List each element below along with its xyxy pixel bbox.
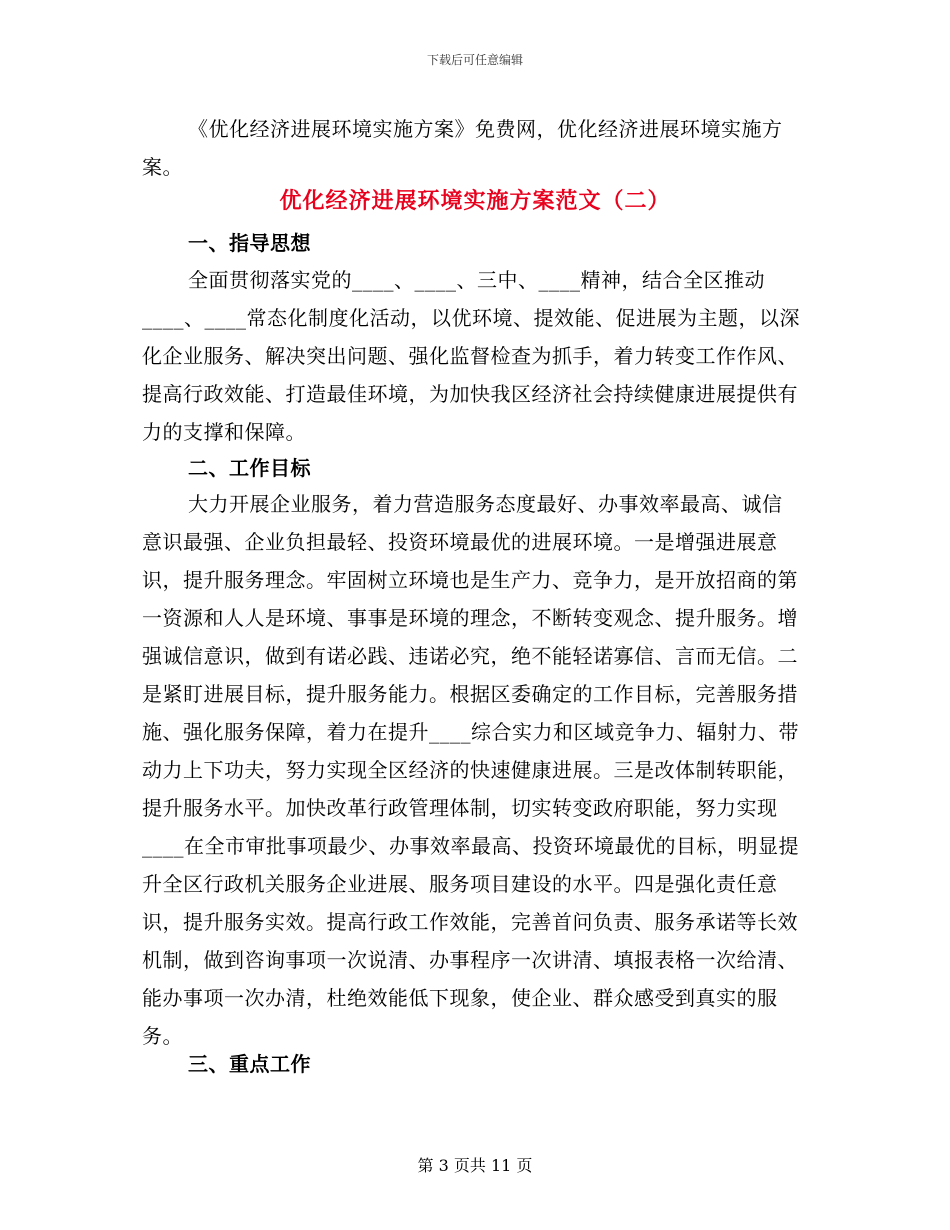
section-heading-work-goals: 二、工作目标 — [188, 456, 311, 480]
header-note: 下载后可任意编辑 — [426, 53, 523, 67]
intro-paragraph: 《优化经济进展环境实施方案》免费网，优化经济进展环境实施方案。 — [142, 117, 783, 179]
section-heading-guiding-ideology: 一、指导思想 — [188, 231, 311, 255]
section-heading-key-work: 三、重点工作 — [188, 1052, 311, 1076]
page-number: 第 3 页共 11 页 — [417, 1156, 533, 1175]
document-title: 优化经济进展环境实施方案范文（二） — [279, 188, 671, 214]
section-paragraph-work-goals: 大力开展企业服务，着力营造服务态度最好、办事效率最高、诚信意识最强、企业负担最轻、投资环境最优的进展环境。一是增强进展意识，提升服务理念。牢固树立环境也是生产力、竞争力，是开放招商的第一资源和人人是环境、事事是环境的理念，不断转变观念、提升服务。增强诚信意识，做到有诺必践、违诺必究，绝不能轻诺寡信、言而无信。二是紧盯进展目标，提升服务能力。根据区委确定的工作目标，完善服务措施、强化服务保障，着力在提升____综合实力和区域竞争力、辐射力、带动力上下功夫，努力实现全区经济的快速健康进展。三是改体制转职能，提升服务水平。加快改革行政管理体制，切实转变政府职能，努力实现____在全市审批事项最少、办事效率最高、投资环境最优的目标，明显提升全区行政机关服务企业进展、服务项目建设的水平。四是强化责任意识，提升服务实效。提高行政工作效能，完善首问负责、服务承诺等长效机制，做到咨询事项一次说清、办事程序一次讲清、填报表格一次给清、能办事项一次办清，杜绝效能低下现象，使企业、群众感受到真实的服务。 — [142, 492, 799, 1048]
section-paragraph-guiding-ideology: 全面贯彻落实党的____、____、三中、____精神，结合全区推动____、____常态化制度化活动，以优环境、提效能、促进展为主题，以深化企业服务、解决突出问题、强化监督检查为抓手，着力转变工作作风、提高行政效能、打造最佳环境，为加快我区经济社会持续健康进展提供有力的支撑和保障。 — [142, 268, 800, 444]
